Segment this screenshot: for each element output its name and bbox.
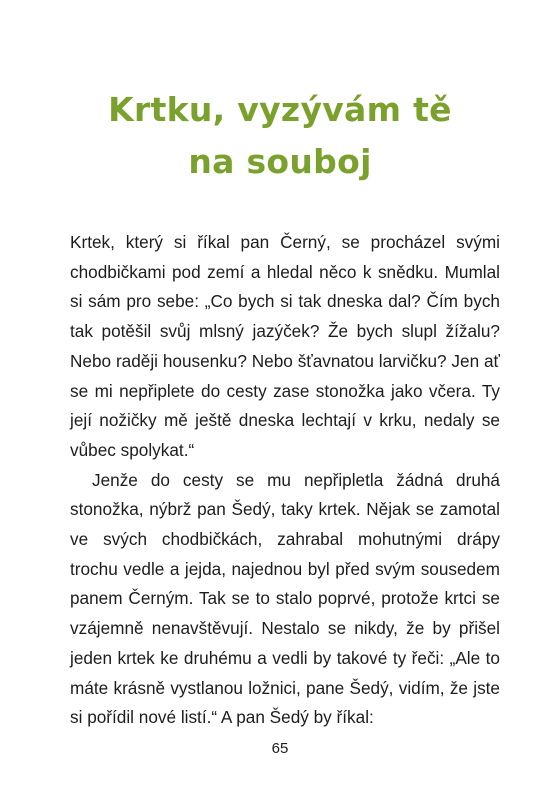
chapter-body bbox=[70, 228, 500, 733]
chapter-title-line-1: Krtku, vyzývám tě bbox=[108, 90, 452, 130]
chapter-title-line-2: na souboj bbox=[188, 142, 372, 182]
paragraph-2: Jenže do cesty se mu nepřipletla žádná druhá stonožka, nýbrž pan Šedý, taky krtek. Nějak se zamotal ve svých chodbičkách, zahrabal mohutnými drápy trochu vedle a jejda, najednou byl před svým sousedem panem Černým. Tak se to stalo poprvé, protože krtci se vzájemně nenavštěvují. Nestalo se nikdy, že by přišel jeden krtek ke druhému a vedli by takové ty řeči: „Ale to máte krásně vystlanou ložnici, pane Šedý, vidím, že jste si pořídil nové listí.“ A pan Šedý by říkal: bbox=[70, 469, 500, 728]
page-number: 65 bbox=[271, 740, 289, 757]
paragraph-1: Krtek, který si říkal pan Černý, se procházel svými chodbičkami pod zemí a hledal něco k snědku. Mumlal si sám pro sebe: „Co bych si tak dneska dal? Čím bych tak potěšil svůj mlsný jazýček? Že bych slupl žížalu? Nebo raději housenku? Nebo šťavnatou larvičku? Jen ať se mi nepřiplete do cesty zase stonožka jako včera. Ty její nožičky mě ještě dneska lechtají v krku, nedaly se vůbec spolykat.“ bbox=[70, 232, 500, 460]
chapter-title bbox=[0, 84, 560, 188]
